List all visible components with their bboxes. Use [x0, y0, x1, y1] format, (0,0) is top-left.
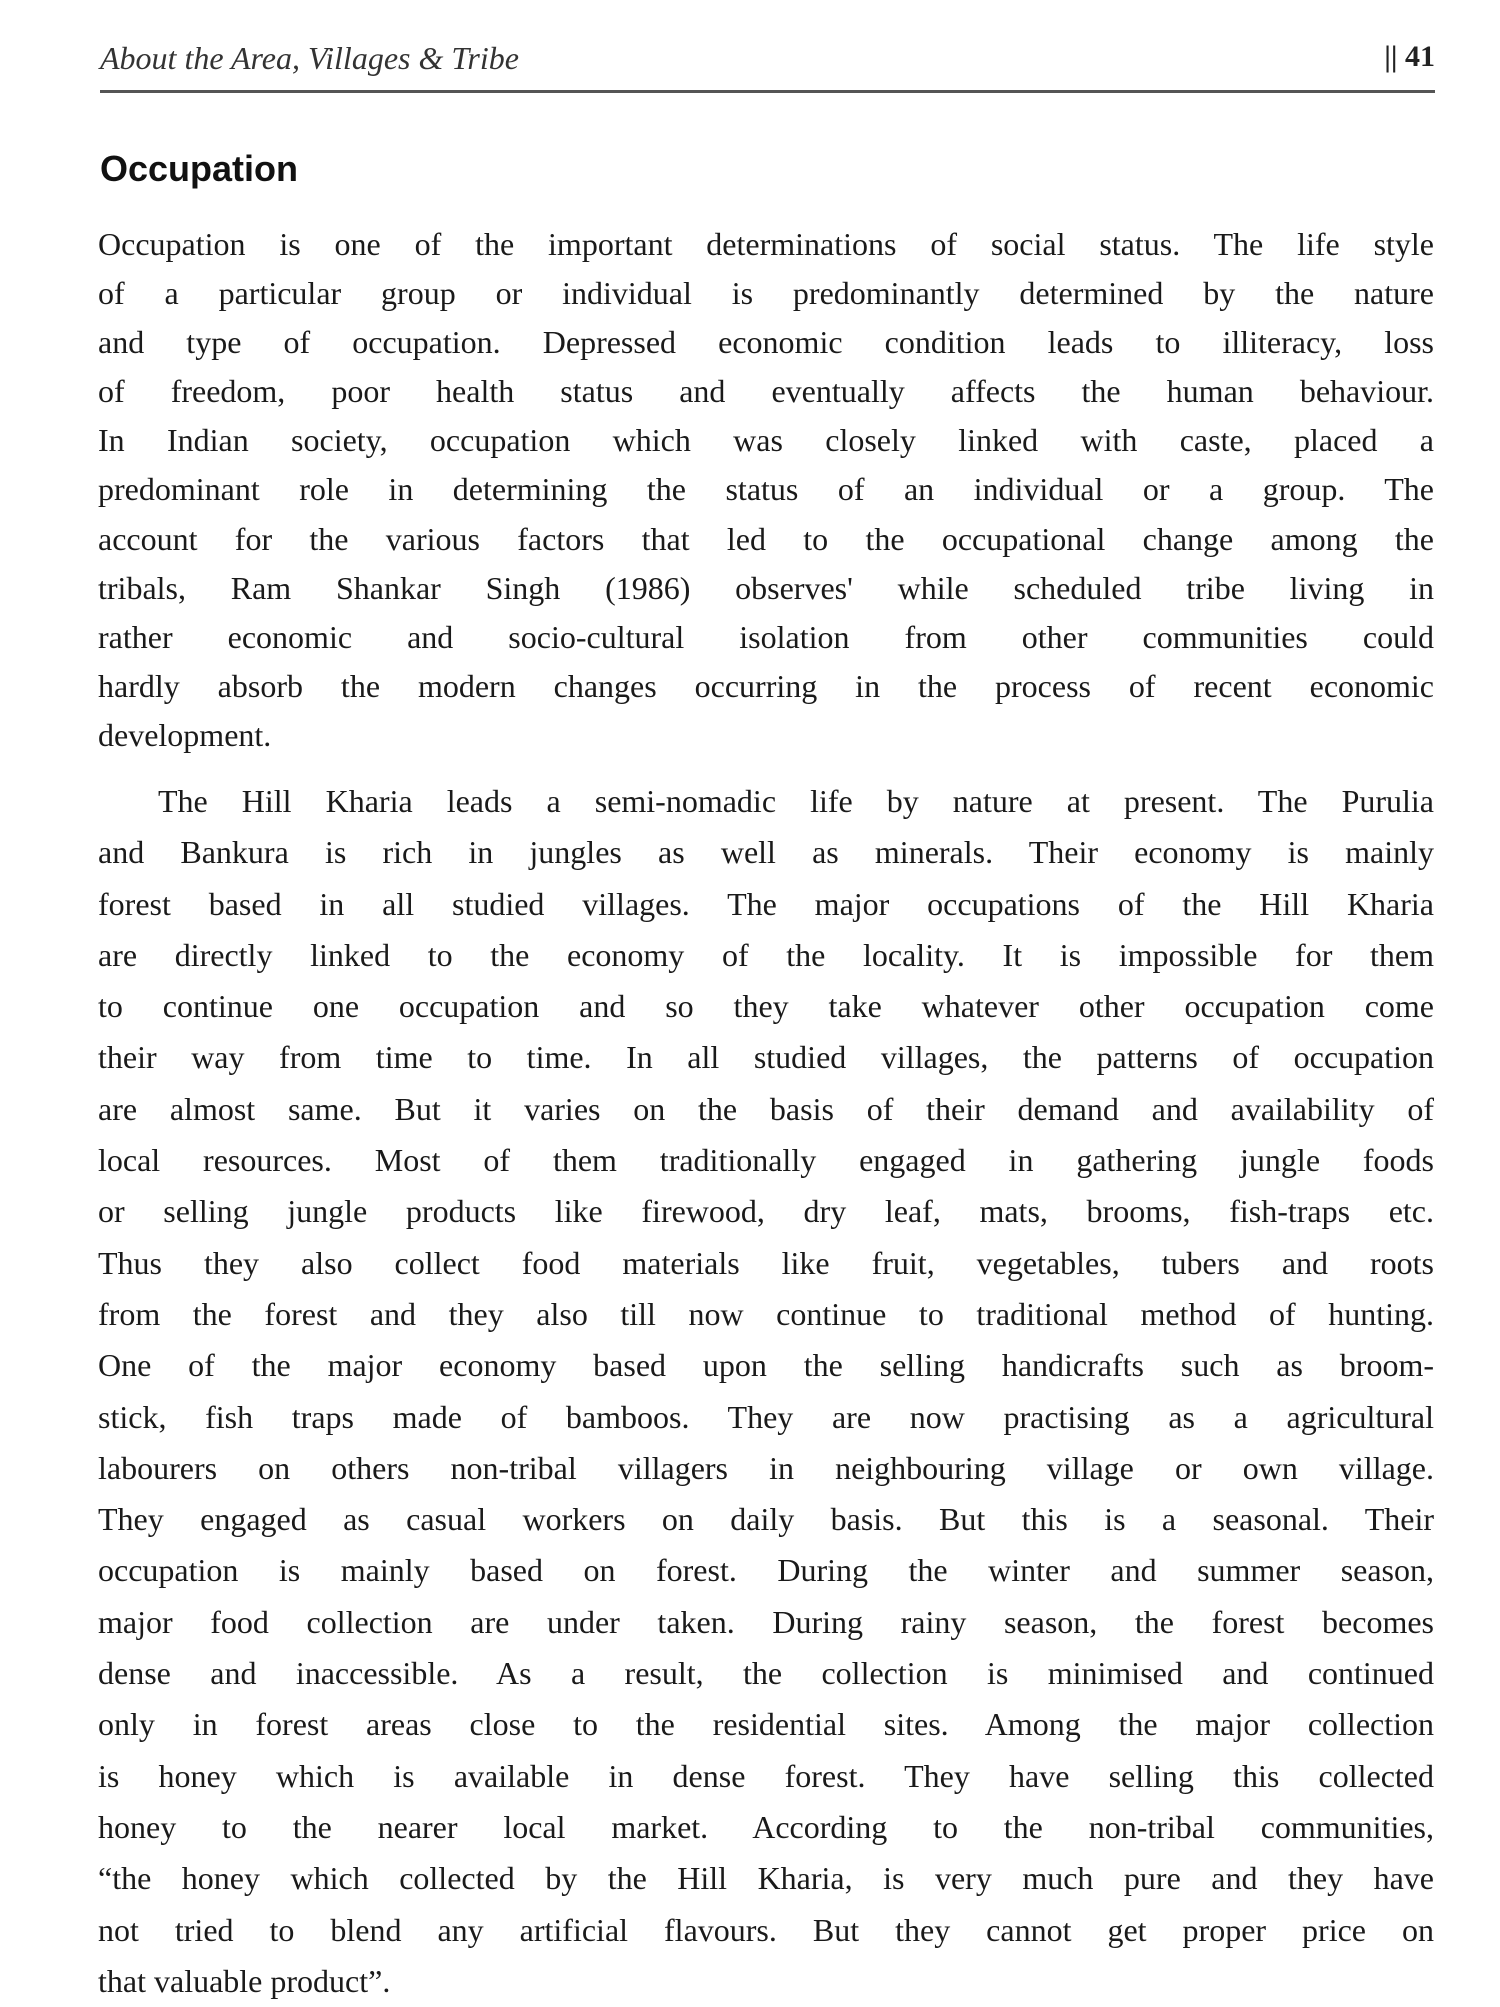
text-line: are directly linked to the economy of the locality. It is impossible for them [98, 936, 1434, 973]
text-line: honey to the nearer local market. According to the non-tribal communities, [98, 1808, 1434, 1845]
text-line: to continue one occupation and so they take whatever other occupation come [98, 988, 1434, 1025]
text-line: development. [98, 716, 272, 753]
text-line: dense and inaccessible. As a result, the collection is minimised and continued [98, 1655, 1434, 1692]
text-line: In Indian society, occupation which was closely linked with caste, placed a [98, 422, 1434, 459]
text-line: and type of occupation. Depressed economic condition leads to illiteracy, loss [98, 324, 1434, 361]
text-line: labourers on others non-tribal villagers in neighbouring village or own village. [98, 1449, 1434, 1486]
text-line: only in forest areas close to the residential sites. Among the major collection [98, 1706, 1434, 1743]
text-line: stick, fish traps made of bamboos. They are now practising as a agricultural [98, 1398, 1434, 1435]
text-line: “the honey which collected by the Hill Kharia, is very much pure and they have [98, 1860, 1434, 1897]
text-line: major food collection are under taken. During rainy season, the forest becomes [98, 1603, 1434, 1640]
text-line: of freedom, poor health status and eventually affects the human behaviour. [98, 373, 1434, 410]
section-heading: Occupation [100, 148, 299, 189]
text-line: hardly absorb the modern changes occurring in the process of recent economic [98, 667, 1434, 704]
text-line: or selling jungle products like firewood, dry leaf, mats, brooms, fish-traps etc. [98, 1193, 1434, 1230]
text-line: are almost same. But it varies on the basis of their demand and availability of [98, 1090, 1434, 1127]
running-header [100, 36, 1435, 93]
text-line: forest based in all studied villages. The major occupations of the Hill Kharia [98, 885, 1434, 922]
text-line: rather economic and socio-cultural isolation from other communities could [98, 618, 1434, 655]
text-line: occupation is mainly based on forest. During the winter and summer season, [98, 1552, 1434, 1589]
text-line: that valuable product”. [98, 1962, 391, 1999]
text-line: is honey which is available in dense forest. They have selling this collected [98, 1757, 1434, 1794]
text-line: not tried to blend any artificial flavours. But they cannot get proper price on [98, 1911, 1434, 1948]
page-number: || 41 [1384, 40, 1435, 73]
text-line: Thus they also collect food materials like fruit, vegetables, tubers and roots [98, 1244, 1434, 1281]
text-line: One of the major economy based upon the selling handicrafts such as broom- [98, 1347, 1434, 1384]
text-line: local resources. Most of them traditionally engaged in gathering jungle foods [98, 1142, 1434, 1179]
running-title: About the Area, Villages & Tribe [100, 40, 519, 76]
paragraph-1 [98, 220, 1434, 760]
paragraph-2 [98, 776, 1434, 2007]
text-line: their way from time to time. In all studied villages, the patterns of occupation [98, 1039, 1434, 1076]
text-line: The Hill Kharia leads a semi-nomadic life by nature at present. The Purulia [158, 783, 1434, 819]
text-line: tribals, Ram Shankar Singh (1986) observes' while scheduled tribe living in [98, 569, 1434, 606]
text-line: predominant role in determining the status of an individual or a group. The [98, 471, 1434, 508]
text-line: Occupation is one of the important determinations of social status. The life style [98, 226, 1434, 262]
text-line: of a particular group or individual is predominantly determined by the nature [98, 275, 1434, 312]
text-line: They engaged as casual workers on daily basis. But this is a seasonal. Their [98, 1501, 1434, 1538]
text-line: from the forest and they also till now continue to traditional method of hunting. [98, 1295, 1434, 1332]
text-line: and Bankura is rich in jungles as well as minerals. Their economy is mainly [98, 834, 1434, 871]
text-line: account for the various factors that led to the occupational change among the [98, 520, 1434, 557]
